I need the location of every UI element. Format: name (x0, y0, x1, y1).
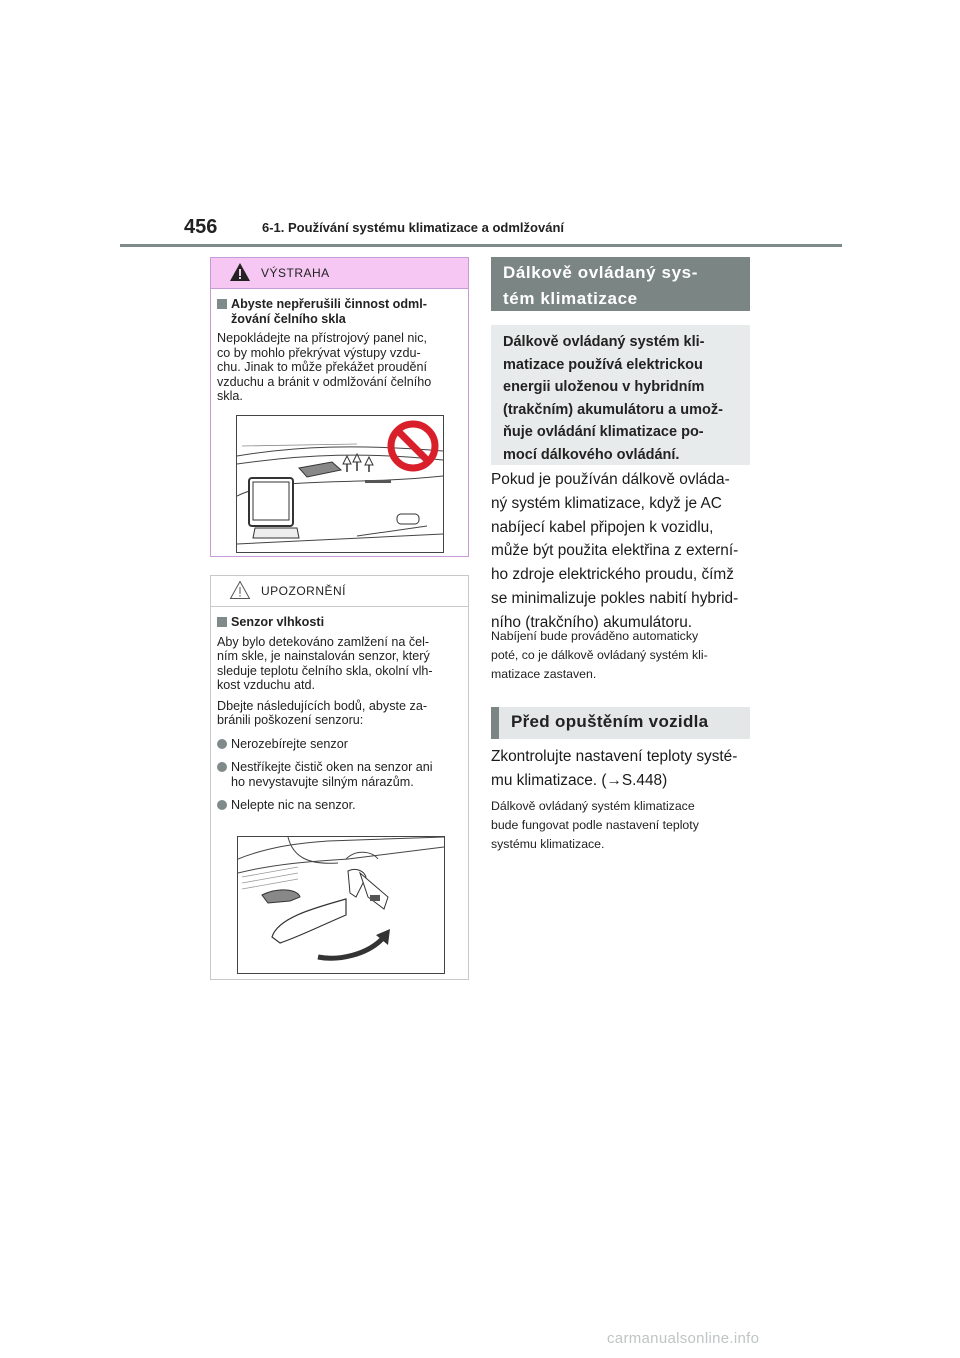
warning-subheading-text: Abyste nepřerušili činnost odml- žování čelního skla (231, 297, 427, 326)
before-leaving-body: Zkontrolujte nastavení teploty systé- mu klimatizace. (→S.448) (491, 748, 738, 789)
section-heading-before-leaving (491, 707, 750, 739)
list-item-text: Nestříkejte čistič oken na senzor ani ho nevystavujte silným nárazům. (231, 760, 433, 789)
list-item-text: Nerozebírejte senzor (231, 736, 348, 751)
notice-text-1: Aby bylo detekováno zamlžení na čel- ním skle, je nainstalován senzor, který sleduje teplotu čelního skla, okolní vlh- kost vzduchu atd. (217, 634, 433, 692)
remote-ac-body: Pokud je používán dálkově ovláda- ný systém klimatizace, když je AC nabíjecí kabel připojen k vozidlu, může být použita elektřina z externí- ho zdroje elektrického proudu, čímž se minimalizuje pokles nabití hybrid- ního (trakčního) akumulátoru. (491, 471, 739, 631)
before-leaving-note: Dálkově ovládaný systém klimatizace bude fungovat podle nastavení teploty systému klimatizace. (491, 799, 699, 851)
warning-text: Nepokládejte na přístrojový panel nic, co by mohlo překrývat výstupy vzdu- chu. Jinak to může překážet proudění vzduchu a bránit v odmlžování čelního skla. (217, 331, 432, 403)
warning-subheading (217, 297, 462, 326)
round-bullet-icon (217, 762, 227, 772)
square-bullet-icon (217, 617, 227, 627)
list-item-text: Nelepte nic na senzor. (231, 798, 356, 812)
watermark: carmanualsonline.info (607, 1330, 760, 1347)
remote-ac-summary: Dálkově ovládaný systém kli- matizace používá elektrickou energii uloženou v hybridním (trakčním) akumulátoru a umož- ňuje ovládání klimatizace po- mocí dálkového ovládání. (491, 325, 750, 465)
section-heading-remote-ac: Dálkově ovládaný sys- tém klimatizace (491, 257, 750, 311)
notice-box-header (211, 576, 468, 607)
caution-triangle-outline-icon (229, 580, 251, 600)
round-bullet-icon (217, 800, 227, 810)
notice-subheading-text: Senzor vlhkosti (231, 615, 325, 629)
notice-subheading (217, 615, 462, 630)
warning-box-header (211, 258, 468, 289)
notice-text-2: Dbejte následujících bodů, abyste za- bránili poškození senzoru: (217, 698, 428, 727)
list-item (217, 798, 462, 813)
remote-ac-note: Nabíjení bude prováděno automaticky poté, co je dálkově ovládaný systém kli- matizace zastaven. (491, 629, 708, 681)
notice-box (210, 575, 469, 980)
section-heading-before-leaving-text: Před opuštěním vozidla (511, 712, 709, 731)
list-item (217, 737, 462, 752)
dashboard-illustration (236, 415, 444, 553)
round-bullet-icon (217, 739, 227, 749)
list-item (217, 760, 462, 789)
warning-box (210, 257, 469, 557)
warning-box-title: VÝSTRAHA (261, 266, 330, 280)
mirror-sensor-illustration (237, 836, 445, 974)
warning-triangle-icon (229, 262, 251, 282)
square-bullet-icon (217, 299, 227, 309)
page-number: 456 (184, 216, 218, 238)
notice-box-title: UPOZORNĚNÍ (261, 584, 347, 598)
header-rule (120, 244, 842, 247)
chapter-title: 6-1. Používání systému klimatizace a odmlžování (262, 220, 564, 235)
